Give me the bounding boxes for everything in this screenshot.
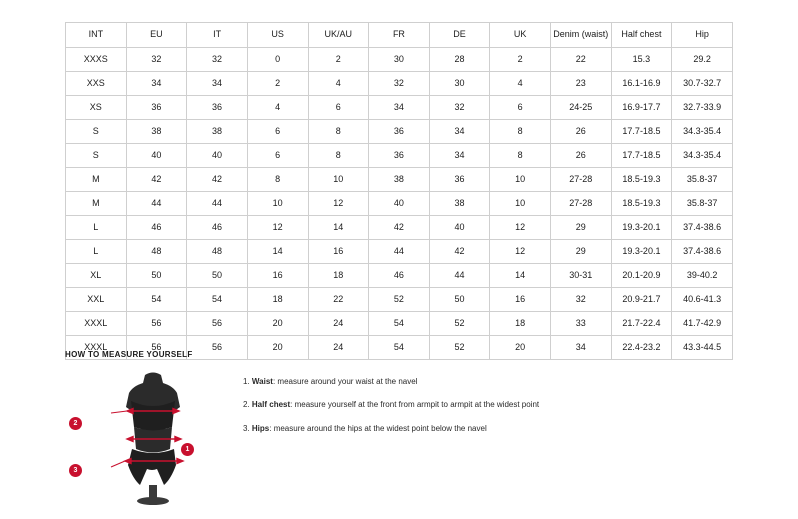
cell-eu: 34: [126, 72, 187, 96]
cell-uk: 6: [490, 96, 551, 120]
cell-half-chest: 20.1-20.9: [611, 264, 672, 288]
measurement-instructions: [243, 377, 745, 447]
table-row: [66, 216, 733, 240]
cell-ukau: 18: [308, 264, 369, 288]
cell-half-chest: 15.3: [611, 48, 672, 72]
measure-marker-2: 2: [69, 417, 82, 430]
cell-de: 42: [429, 240, 490, 264]
cell-eu: 42: [126, 168, 187, 192]
cell-it: 36: [187, 96, 248, 120]
measure-marker-1: 1: [181, 443, 194, 456]
table-row: [66, 144, 733, 168]
cell-eu: 54: [126, 288, 187, 312]
table-row: [66, 48, 733, 72]
cell-hip: 32.7-33.9: [672, 96, 733, 120]
cell-de: 44: [429, 264, 490, 288]
cell-us: 20: [247, 312, 308, 336]
column-header-eu: EU: [126, 23, 187, 48]
cell-it: 32: [187, 48, 248, 72]
column-header-int: INT: [66, 23, 127, 48]
cell-it: 46: [187, 216, 248, 240]
cell-fr: 44: [369, 240, 430, 264]
cell-int: XXXL: [66, 312, 127, 336]
cell-half-chest: 20.9-21.7: [611, 288, 672, 312]
cell-eu: 56: [126, 336, 187, 360]
instruction-text-hips: : measure around the hips at the widest point below the navel: [269, 423, 487, 433]
cell-hip: 29.2: [672, 48, 733, 72]
cell-fr: 42: [369, 216, 430, 240]
column-header-hip: Hip: [672, 23, 733, 48]
table-row: [66, 96, 733, 120]
cell-it: 34: [187, 72, 248, 96]
cell-half-chest: 18.5-19.3: [611, 168, 672, 192]
cell-de: 34: [429, 144, 490, 168]
cell-denim-waist: 32: [551, 288, 612, 312]
column-header-fr: FR: [369, 23, 430, 48]
cell-fr: 38: [369, 168, 430, 192]
cell-uk: 14: [490, 264, 551, 288]
cell-eu: 38: [126, 120, 187, 144]
cell-us: 8: [247, 168, 308, 192]
column-header-it: IT: [187, 23, 248, 48]
cell-denim-waist: 29: [551, 216, 612, 240]
cell-it: 48: [187, 240, 248, 264]
cell-fr: 40: [369, 192, 430, 216]
cell-us: 4: [247, 96, 308, 120]
cell-it: 44: [187, 192, 248, 216]
cell-us: 2: [247, 72, 308, 96]
table-header-row: [66, 23, 733, 48]
column-header-ukau: UK/AU: [308, 23, 369, 48]
cell-de: 40: [429, 216, 490, 240]
cell-int: L: [66, 240, 127, 264]
cell-int: XXL: [66, 288, 127, 312]
cell-half-chest: 19.3-20.1: [611, 216, 672, 240]
how-to-measure-title: HOW TO MEASURE YOURSELF: [65, 350, 193, 359]
cell-denim-waist: 26: [551, 144, 612, 168]
table-row: [66, 312, 733, 336]
cell-half-chest: 18.5-19.3: [611, 192, 672, 216]
cell-de: 30: [429, 72, 490, 96]
cell-hip: 34.3-35.4: [672, 120, 733, 144]
cell-it: 40: [187, 144, 248, 168]
cell-int: XXXS: [66, 48, 127, 72]
cell-de: 52: [429, 312, 490, 336]
how-to-measure-section: [65, 350, 745, 509]
cell-de: 50: [429, 288, 490, 312]
cell-int: M: [66, 168, 127, 192]
instruction-half-chest: [243, 400, 745, 410]
cell-denim-waist: 22: [551, 48, 612, 72]
cell-it: 56: [187, 312, 248, 336]
table-row: [66, 168, 733, 192]
cell-us: 6: [247, 144, 308, 168]
cell-int: XS: [66, 96, 127, 120]
cell-hip: 41.7-42.9: [672, 312, 733, 336]
instruction-number-2: 2.: [243, 400, 250, 410]
cell-hip: 39-40.2: [672, 264, 733, 288]
cell-uk: 10: [490, 168, 551, 192]
cell-ukau: 10: [308, 168, 369, 192]
table-row: [66, 192, 733, 216]
cell-ukau: 22: [308, 288, 369, 312]
cell-uk: 18: [490, 312, 551, 336]
measure-marker-3: 3: [69, 464, 82, 477]
cell-denim-waist: 29: [551, 240, 612, 264]
cell-denim-waist: 27-28: [551, 168, 612, 192]
cell-uk: 16: [490, 288, 551, 312]
cell-ukau: 8: [308, 144, 369, 168]
cell-uk: 8: [490, 144, 551, 168]
cell-denim-waist: 27-28: [551, 192, 612, 216]
cell-int: L: [66, 216, 127, 240]
size-chart-container: [65, 22, 733, 360]
cell-it: 42: [187, 168, 248, 192]
cell-it: 38: [187, 120, 248, 144]
column-header-uk: UK: [490, 23, 551, 48]
cell-ukau: 24: [308, 336, 369, 360]
cell-half-chest: 17.7-18.5: [611, 120, 672, 144]
cell-denim-waist: 34: [551, 336, 612, 360]
cell-fr: 34: [369, 96, 430, 120]
cell-eu: 48: [126, 240, 187, 264]
cell-int: XXS: [66, 72, 127, 96]
cell-denim-waist: 26: [551, 120, 612, 144]
cell-denim-waist: 33: [551, 312, 612, 336]
cell-ukau: 14: [308, 216, 369, 240]
instruction-text-half-chest: : measure yourself at the front from armpit to armpit at the widest point: [290, 400, 540, 410]
cell-eu: 40: [126, 144, 187, 168]
cell-us: 10: [247, 192, 308, 216]
cell-half-chest: 22.4-23.2: [611, 336, 672, 360]
cell-eu: 36: [126, 96, 187, 120]
cell-hip: 40.6-41.3: [672, 288, 733, 312]
cell-us: 16: [247, 264, 308, 288]
cell-denim-waist: 30-31: [551, 264, 612, 288]
column-header-half-chest: Half chest: [611, 23, 672, 48]
cell-eu: 46: [126, 216, 187, 240]
instruction-text-waist: : measure around your waist at the navel: [272, 377, 418, 386]
instruction-waist: [243, 377, 745, 387]
cell-half-chest: 19.3-20.1: [611, 240, 672, 264]
cell-ukau: 12: [308, 192, 369, 216]
cell-int: S: [66, 144, 127, 168]
table-row: [66, 240, 733, 264]
cell-ukau: 8: [308, 120, 369, 144]
cell-fr: 54: [369, 336, 430, 360]
cell-eu: 44: [126, 192, 187, 216]
cell-ukau: 16: [308, 240, 369, 264]
cell-uk: 12: [490, 240, 551, 264]
cell-it: 56: [187, 336, 248, 360]
cell-ukau: 4: [308, 72, 369, 96]
cell-int: XL: [66, 264, 127, 288]
cell-fr: 32: [369, 72, 430, 96]
cell-uk: 10: [490, 192, 551, 216]
cell-hip: 37.4-38.6: [672, 240, 733, 264]
measurement-figure: [73, 369, 213, 509]
cell-de: 38: [429, 192, 490, 216]
cell-half-chest: 17.7-18.5: [611, 144, 672, 168]
cell-it: 50: [187, 264, 248, 288]
how-to-measure-body: [65, 369, 745, 509]
cell-uk: 8: [490, 120, 551, 144]
instruction-term-hips: Hips: [251, 423, 270, 433]
cell-ukau: 2: [308, 48, 369, 72]
cell-hip: 34.3-35.4: [672, 144, 733, 168]
cell-fr: 52: [369, 288, 430, 312]
cell-us: 14: [247, 240, 308, 264]
table-row: [66, 72, 733, 96]
table-row: [66, 264, 733, 288]
cell-fr: 46: [369, 264, 430, 288]
cell-denim-waist: 23: [551, 72, 612, 96]
cell-half-chest: 16.1-16.9: [611, 72, 672, 96]
column-header-us: US: [247, 23, 308, 48]
cell-denim-waist: 24-25: [551, 96, 612, 120]
cell-fr: 54: [369, 312, 430, 336]
column-header-de: DE: [429, 23, 490, 48]
cell-us: 0: [247, 48, 308, 72]
table-row: [66, 120, 733, 144]
cell-de: 28: [429, 48, 490, 72]
cell-us: 6: [247, 120, 308, 144]
table-row: [66, 288, 733, 312]
cell-us: 18: [247, 288, 308, 312]
cell-hip: 35.8-37: [672, 192, 733, 216]
cell-fr: 36: [369, 144, 430, 168]
cell-de: 34: [429, 120, 490, 144]
cell-eu: 56: [126, 312, 187, 336]
cell-uk: 12: [490, 216, 551, 240]
cell-int: M: [66, 192, 127, 216]
cell-int: S: [66, 120, 127, 144]
instruction-number-1: 1.: [243, 377, 250, 386]
cell-eu: 50: [126, 264, 187, 288]
cell-uk: 20: [490, 336, 551, 360]
size-conversion-table: [65, 22, 733, 360]
cell-de: 32: [429, 96, 490, 120]
column-header-denim-waist: Denim (waist): [551, 23, 612, 48]
cell-eu: 32: [126, 48, 187, 72]
cell-hip: 30.7-32.7: [672, 72, 733, 96]
cell-us: 20: [247, 336, 308, 360]
cell-hip: 37.4-38.6: [672, 216, 733, 240]
cell-us: 12: [247, 216, 308, 240]
cell-hip: 43.3-44.5: [672, 336, 733, 360]
instruction-term-half-chest: Half chest: [251, 400, 291, 410]
cell-fr: 30: [369, 48, 430, 72]
cell-de: 52: [429, 336, 490, 360]
cell-uk: 4: [490, 72, 551, 96]
instruction-number-3: 3.: [243, 423, 250, 433]
instruction-term-waist: Waist: [251, 377, 273, 386]
cell-ukau: 6: [308, 96, 369, 120]
cell-fr: 36: [369, 120, 430, 144]
table-body: [66, 48, 733, 360]
cell-half-chest: 16.9-17.7: [611, 96, 672, 120]
cell-hip: 35.8-37: [672, 168, 733, 192]
cell-half-chest: 21.7-22.4: [611, 312, 672, 336]
cell-de: 36: [429, 168, 490, 192]
cell-int: XXXL: [66, 336, 127, 360]
cell-ukau: 24: [308, 312, 369, 336]
mannequin-illustration: [93, 369, 213, 509]
cell-it: 54: [187, 288, 248, 312]
cell-uk: 2: [490, 48, 551, 72]
instruction-hips: [243, 424, 745, 434]
